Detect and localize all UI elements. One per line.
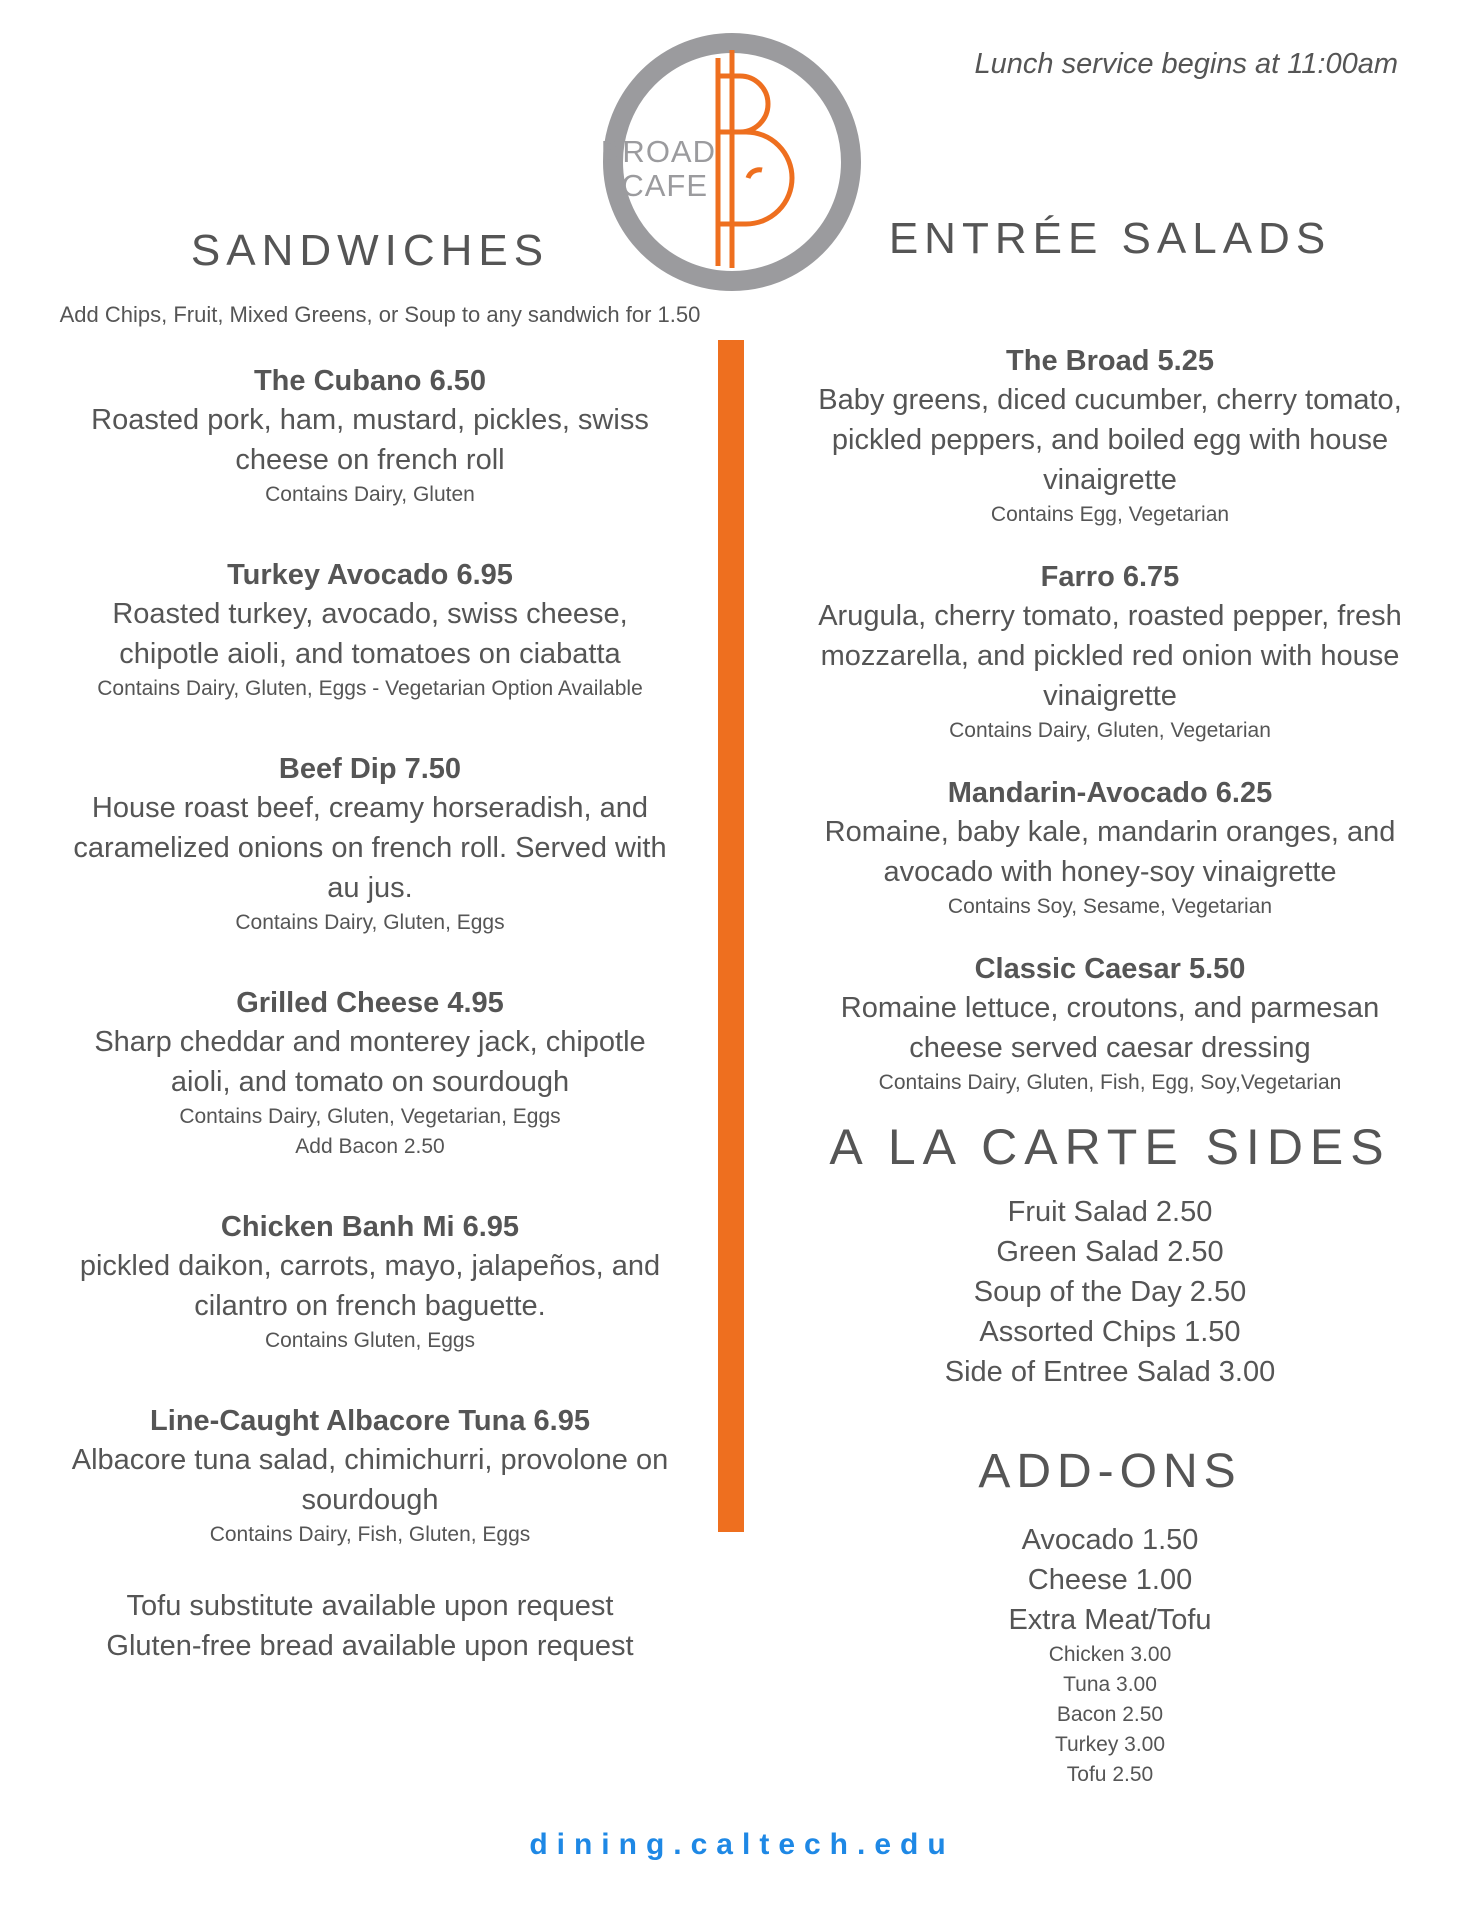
item-allergens: Contains Gluten, Eggs xyxy=(264,1329,476,1352)
sides-list xyxy=(810,1192,1410,1392)
logo-text-broad: BROAD xyxy=(600,134,716,169)
sandwich-item-albacore-tuna xyxy=(60,1402,680,1550)
entree-salads-heading: ENTRÉE SALADS xyxy=(888,214,1332,263)
item-allergens: Contains Dairy, Fish, Gluten, Eggs xyxy=(209,1523,531,1546)
item-title: The Cubano 6.50 xyxy=(253,365,487,397)
item-allergens: Contains Dairy, Gluten, Vegetarian, Eggs xyxy=(179,1105,561,1128)
item-description: Albacore tuna salad, chimichurri, provolone on xyxy=(71,1444,669,1476)
add-ons-heading: ADD-ONS xyxy=(978,1445,1242,1498)
side-item: Side of Entree Salad 3.00 xyxy=(944,1356,1276,1388)
sandwiches-subtitle: Add Chips, Fruit, Mixed Greens, or Soup to any sandwich for 1.50 xyxy=(59,302,701,327)
item-addon: Add Bacon 2.50 xyxy=(295,1135,445,1158)
item-title: Turkey Avocado 6.95 xyxy=(227,559,513,591)
item-allergens: Contains Dairy, Gluten, Eggs - Vegetarian Option Available xyxy=(97,677,643,700)
sandwich-list xyxy=(60,362,680,1666)
item-description: Sharp cheddar and monterey jack, chipotle xyxy=(94,1026,646,1058)
item-description: pickled peppers, and boiled egg with house xyxy=(831,424,1389,456)
item-title: The Broad 5.25 xyxy=(1006,345,1214,377)
a-la-carte-sides-heading: A LA CARTE SIDES xyxy=(829,1119,1391,1175)
item-description: Baby greens, diced cucumber, cherry tomato, xyxy=(818,384,1402,416)
salad-list xyxy=(810,342,1410,1126)
item-description: Romaine, baby kale, mandarin oranges, and xyxy=(824,816,1396,848)
sandwich-item-grilled-cheese xyxy=(60,984,680,1162)
gluten-free-note: Gluten-free bread available upon request xyxy=(106,1630,634,1662)
item-description: cilantro on french baguette. xyxy=(194,1290,546,1322)
salad-item-classic-caesar xyxy=(810,950,1410,1098)
item-allergens: Contains Dairy, Gluten, Eggs xyxy=(235,911,505,934)
tofu-substitute-note: Tofu substitute available upon request xyxy=(126,1590,614,1622)
item-description: sourdough xyxy=(301,1484,439,1516)
item-title: Beef Dip 7.50 xyxy=(278,753,462,785)
item-title: Grilled Cheese 4.95 xyxy=(236,987,504,1019)
meat-option: Chicken 3.00 xyxy=(1048,1643,1172,1666)
addon-item: Avocado 1.50 xyxy=(1021,1524,1199,1556)
item-allergens: Contains Dairy, Gluten xyxy=(265,483,475,506)
side-item: Assorted Chips 1.50 xyxy=(979,1316,1241,1348)
sandwich-item-cubano xyxy=(60,362,680,510)
item-description: Roasted turkey, avocado, swiss cheese, xyxy=(112,598,628,630)
item-description: cheese on french roll xyxy=(235,444,505,476)
side-item: Soup of the Day 2.50 xyxy=(973,1276,1247,1308)
item-description: mozzarella, and pickled red onion with house xyxy=(820,640,1400,672)
item-title: Classic Caesar 5.50 xyxy=(974,953,1246,985)
item-allergens: Contains Soy, Sesame, Vegetarian xyxy=(947,895,1273,918)
item-description: pickled daikon, carrots, mayo, jalapeños, and xyxy=(79,1250,661,1282)
footer-website-link[interactable]: dining.caltech.edu xyxy=(529,1828,955,1861)
item-description: Roasted pork, ham, mustard, pickles, swiss xyxy=(91,404,649,436)
side-item: Green Salad 2.50 xyxy=(996,1236,1224,1268)
item-description: au jus. xyxy=(327,872,413,904)
item-title: Farro 6.75 xyxy=(1040,561,1180,593)
item-title: Chicken Banh Mi 6.95 xyxy=(220,1211,520,1243)
logo-text-cafe: CAFE xyxy=(621,168,708,203)
item-title: Mandarin-Avocado 6.25 xyxy=(947,777,1273,809)
salad-item-mandarin-avocado xyxy=(810,774,1410,922)
salad-item-the-broad xyxy=(810,342,1410,530)
addon-item: Cheese 1.00 xyxy=(1027,1564,1193,1596)
item-description: avocado with honey-soy vinaigrette xyxy=(883,856,1337,888)
logo-b-mark xyxy=(718,50,792,268)
lunch-service-note: Lunch service begins at 11:00am xyxy=(974,48,1398,80)
item-allergens: Contains Dairy, Gluten, Fish, Egg, Soy,Vegetarian xyxy=(878,1071,1342,1094)
sandwiches-heading: SANDWICHES xyxy=(190,226,550,275)
item-description: caramelized onions on french roll. Served with xyxy=(73,832,667,864)
addon-item: Extra Meat/Tofu xyxy=(1008,1604,1212,1636)
side-item: Fruit Salad 2.50 xyxy=(1007,1196,1213,1228)
salad-item-farro xyxy=(810,558,1410,746)
meat-option: Bacon 2.50 xyxy=(1056,1703,1164,1726)
add-ons-list xyxy=(810,1520,1410,1790)
item-description: vinaigrette xyxy=(1043,680,1177,712)
sandwich-item-banh-mi xyxy=(60,1208,680,1356)
item-allergens: Contains Dairy, Gluten, Vegetarian xyxy=(949,719,1271,742)
item-description: Romaine lettuce, croutons, and parmesan xyxy=(840,992,1380,1024)
meat-option: Tuna 3.00 xyxy=(1063,1673,1157,1696)
meat-option: Turkey 3.00 xyxy=(1054,1733,1166,1756)
meat-option: Tofu 2.50 xyxy=(1066,1763,1154,1786)
item-description: cheese served caesar dressing xyxy=(909,1032,1311,1064)
item-description: Arugula, cherry tomato, roasted pepper, fresh xyxy=(818,600,1402,632)
item-description: aioli, and tomato on sourdough xyxy=(170,1066,570,1098)
column-divider xyxy=(718,340,744,1532)
sandwich-item-turkey-avocado xyxy=(60,556,680,704)
sandwich-item-beef-dip xyxy=(60,750,680,938)
item-description: chipotle aioli, and tomatoes on ciabatta xyxy=(119,638,621,670)
item-allergens: Contains Egg, Vegetarian xyxy=(990,503,1230,526)
item-title: Line-Caught Albacore Tuna 6.95 xyxy=(150,1405,590,1437)
item-description: vinaigrette xyxy=(1043,464,1177,496)
item-description: House roast beef, creamy horseradish, and xyxy=(91,792,649,824)
